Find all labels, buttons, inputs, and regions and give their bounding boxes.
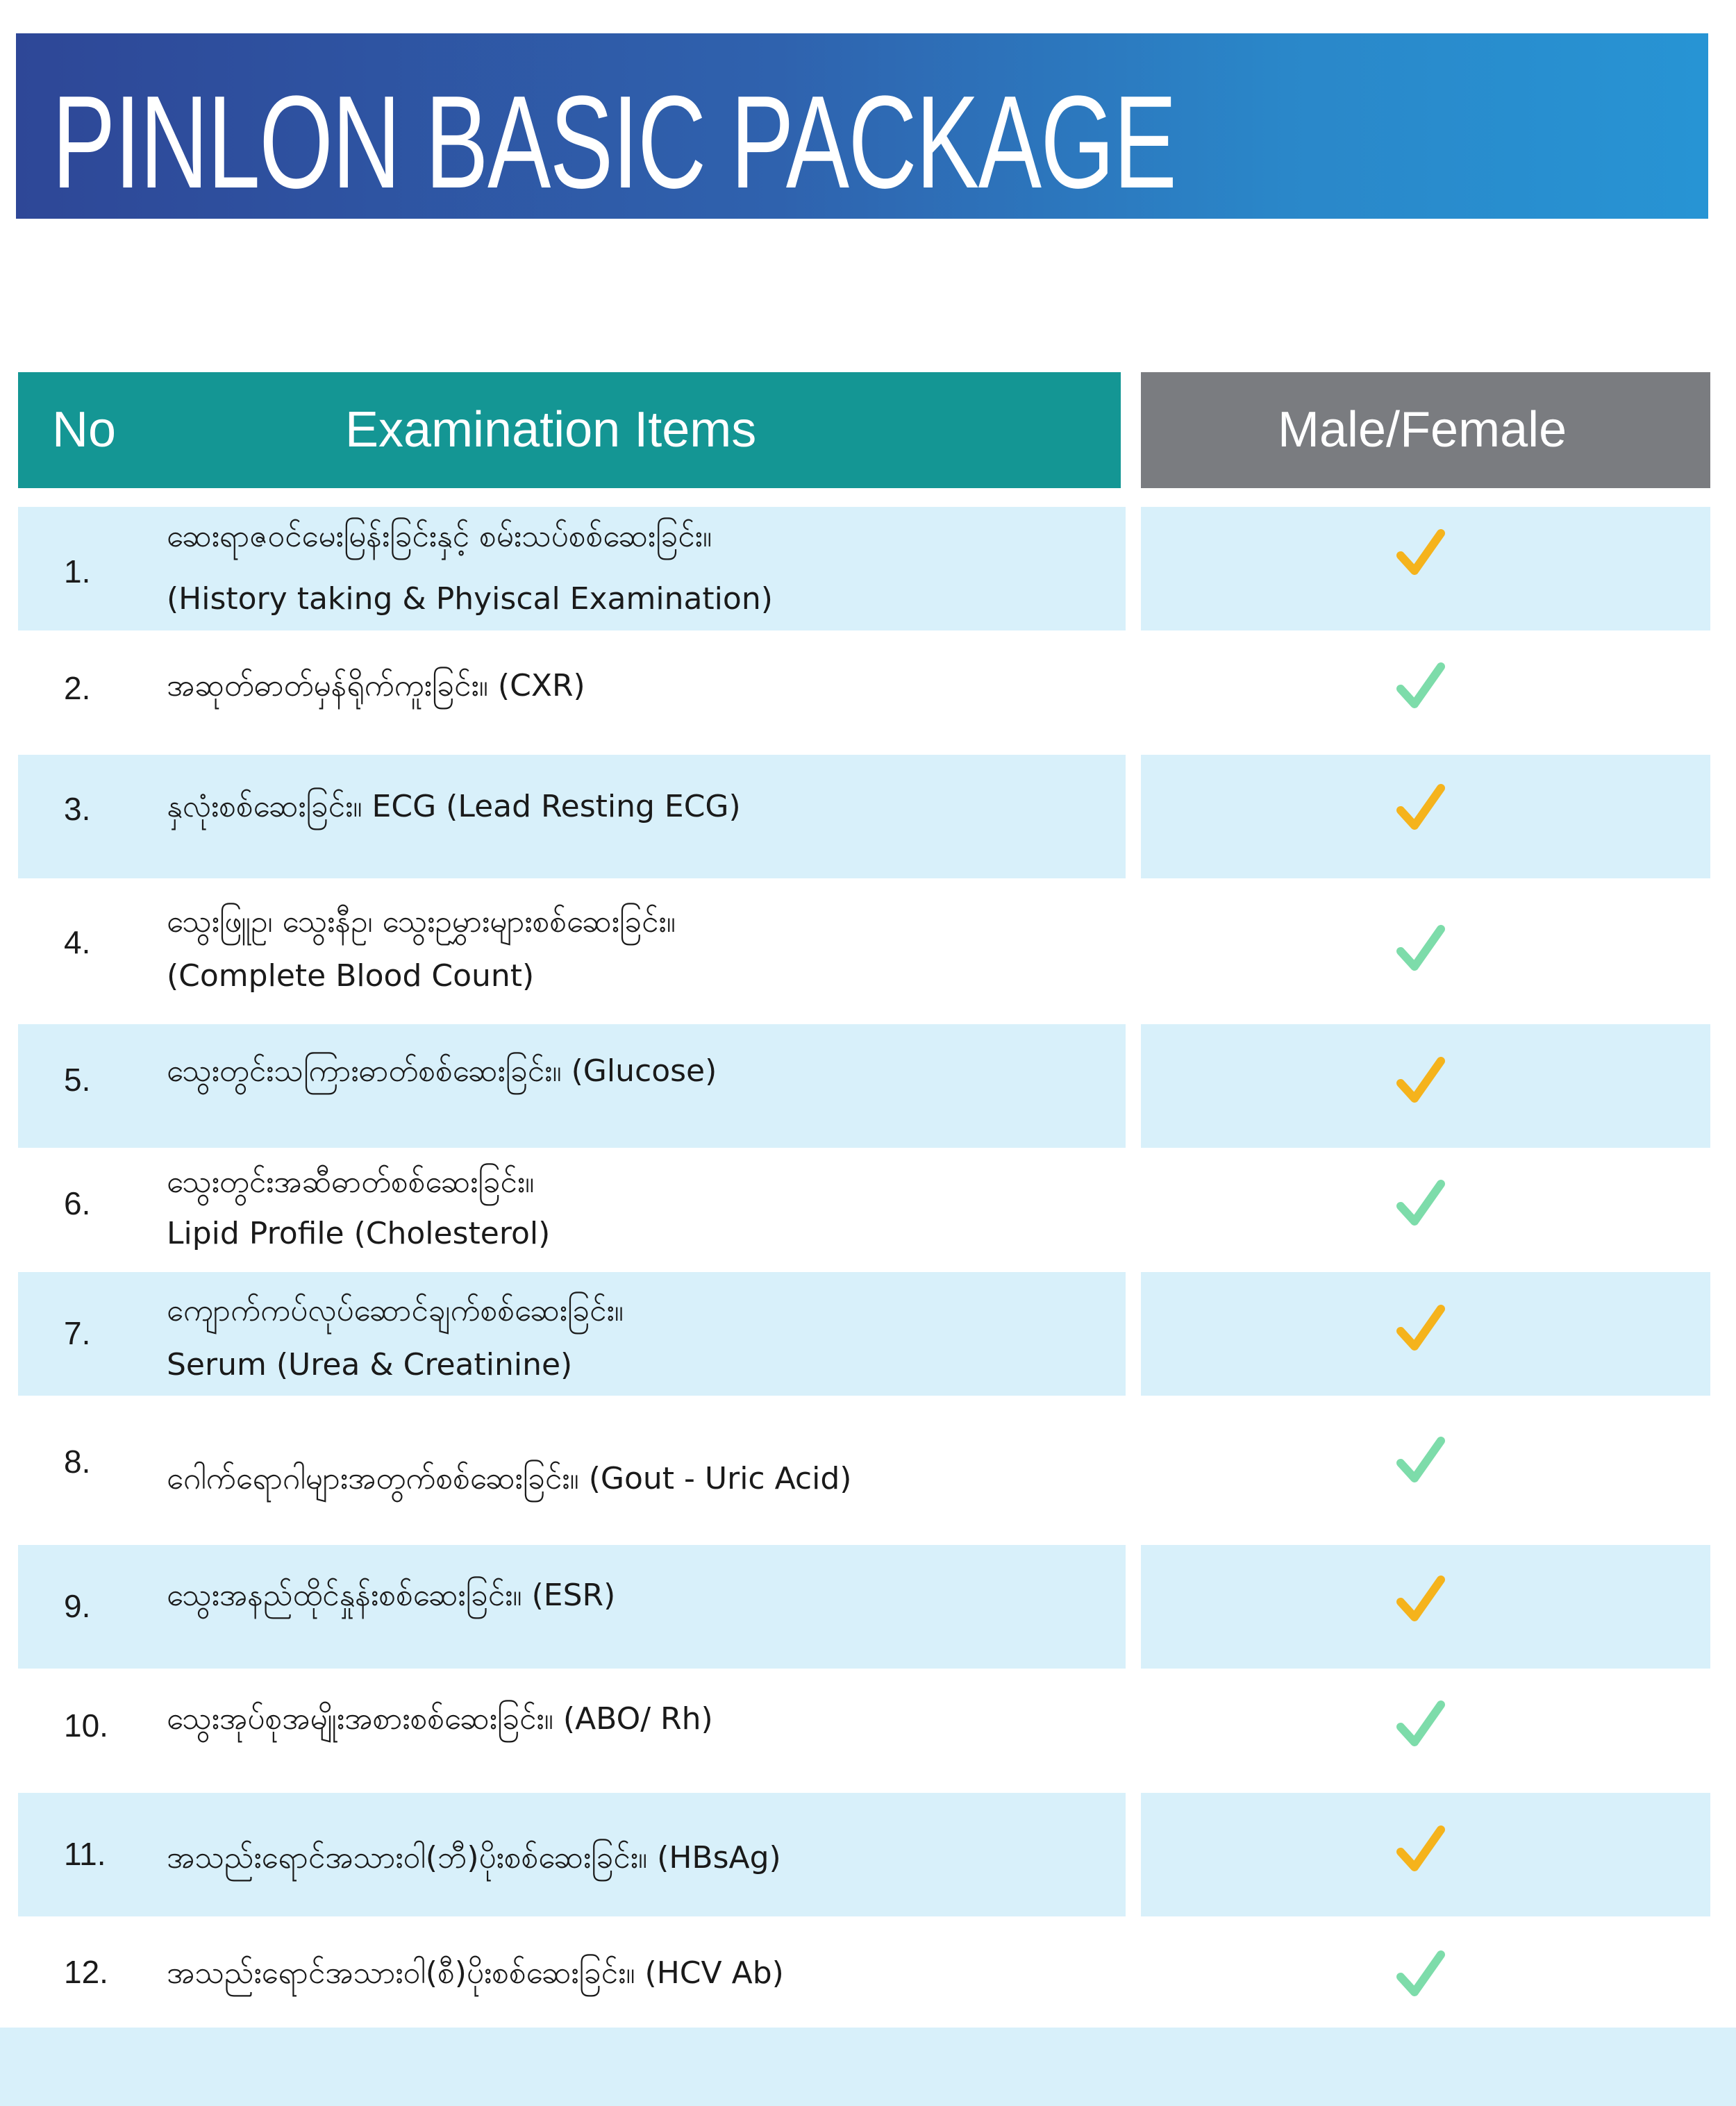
item-text: သွေးအနည်ထိုင်နှုန်းစစ်ဆေးခြင်း။ (ESR) <box>167 1578 616 1613</box>
header-examination-items: Examination Items <box>345 402 757 458</box>
item-text-english: Serum (Urea & Creatinine) <box>167 1347 573 1382</box>
row-number: 9. <box>64 1588 91 1624</box>
check-icon <box>1392 922 1448 978</box>
item-text-local: ဆေးရာဇဝင်မေးမြန်းခြင်းနှင့် စမ်းသပ်စစ်ဆေးခြင်း။ <box>167 519 712 554</box>
row-number: 6. <box>64 1185 91 1221</box>
item-text: အသည်းရောင်အသားဝါ(ဘီ)ပိုးစစ်ဆေးခြင်း။ (HBsAg) <box>167 1840 781 1875</box>
page-title: PINLON BASIC PACKAGE <box>52 69 1176 216</box>
check-icon <box>1392 1573 1448 1628</box>
check-icon <box>1392 1698 1448 1753</box>
check-icon <box>1392 781 1448 837</box>
header-male-female: Male/Female <box>1278 402 1567 458</box>
check-icon <box>1392 1054 1448 1110</box>
check-icon <box>1392 1823 1448 1878</box>
header-no: No <box>52 402 117 458</box>
check-icon <box>1392 1177 1448 1232</box>
check-icon <box>1392 1302 1448 1357</box>
row-number: 10. <box>64 1707 108 1744</box>
item-text: အဆုတ်ဓာတ်မှန်ရိုက်ကူးခြင်း။ (CXR) <box>167 668 585 703</box>
check-icon <box>1392 1434 1448 1489</box>
check-icon <box>1392 526 1448 582</box>
item-text: သွေးအုပ်စုအမျိုးအစားစစ်ဆေးခြင်း။ (ABO/ Rh) <box>167 1701 713 1737</box>
item-text-local: ကျောက်ကပ်လုပ်ဆောင်ချက်စစ်ဆေးခြင်း။ <box>167 1293 624 1328</box>
item-text: ဂေါက်ရောဂါများအတွက်စစ်ဆေးခြင်း။ (Gout - Uric Acid) <box>167 1461 852 1496</box>
row-number: 11. <box>64 1836 106 1872</box>
title-banner <box>16 33 1708 219</box>
footer-band <box>0 2028 1736 2106</box>
row-number: 1. <box>64 553 91 590</box>
item-text-local: သွေးတွင်းအဆီဓာတ်စစ်ဆေးခြင်း။ <box>167 1164 535 1200</box>
check-icon <box>1392 1948 1448 2003</box>
item-text-local: သွေးဖြူဥ၊ သွေးနီဥ၊ သွေးဥမွှားများစစ်ဆေးခြင်း။ <box>167 904 676 939</box>
row-number: 4. <box>64 924 91 960</box>
item-text: သွေးတွင်းသကြားဓာတ်စစ်ဆေးခြင်း။ (Glucose) <box>167 1053 717 1089</box>
row-number: 3. <box>64 791 91 827</box>
row-number: 8. <box>64 1444 91 1480</box>
item-text: နှလုံးစစ်ဆေးခြင်း။ ECG (Lead Resting ECG) <box>167 789 741 824</box>
row-number: 5. <box>64 1062 91 1098</box>
item-text-english: (Complete Blood Count) <box>167 958 535 994</box>
row-number: 12. <box>64 1954 108 1990</box>
row-number: 7. <box>64 1315 91 1351</box>
item-text-english: Lipid Profile (Cholesterol) <box>167 1216 551 1251</box>
item-text: အသည်းရောင်အသားဝါ(စီ)ပိုးစစ်ဆေးခြင်း။ (HCV Ab) <box>167 1955 784 1991</box>
check-icon <box>1392 660 1448 715</box>
item-text-english: (History taking & Phyiscal Examination) <box>167 581 773 617</box>
row-number: 2. <box>64 670 91 706</box>
